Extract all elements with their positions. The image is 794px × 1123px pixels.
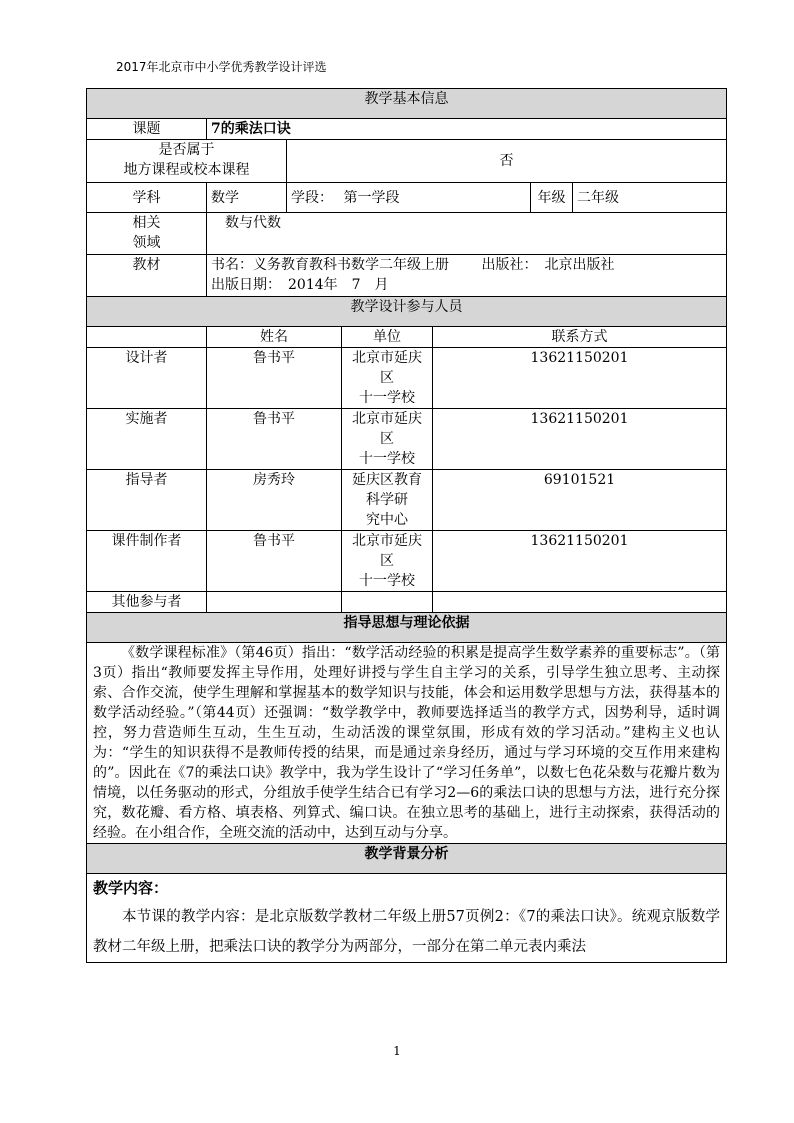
grade-label: 年级 (531, 183, 573, 213)
participant-contact: 13621150201 (433, 348, 727, 409)
stage-value: 第一学段 (343, 189, 400, 206)
textbook-publisher: 出版社： 北京出版社 (481, 257, 615, 273)
section-title-participants: 教学设计参与人员 (87, 297, 727, 327)
topic-label: 课题 (87, 119, 207, 140)
participant-row (87, 531, 727, 592)
stage-cell (287, 183, 531, 213)
participant-unit (342, 348, 433, 409)
domain-label-line2: 领域 (132, 235, 161, 251)
participant-unit-line1: 北京市延庆区 (352, 350, 422, 386)
textbook-date: 出版日期： 2014年 7 月 (211, 277, 389, 293)
grade-value: 二年级 (573, 183, 727, 213)
participant-role: 指导者 (87, 470, 207, 531)
subject-value: 数学 (207, 183, 287, 213)
participant-row-other (87, 592, 727, 613)
page-header: 2017年北京市中小学优秀教学设计评选 (116, 60, 327, 74)
participant-role: 课件制作者 (87, 531, 207, 592)
participants-corner (87, 327, 207, 348)
local-course-label-line2: 地方课程或校本课程 (123, 162, 250, 178)
participant-unit (342, 531, 433, 592)
topic-value: 7的乘法口诀 (207, 119, 727, 140)
domain-label (87, 213, 207, 255)
participant-name: 鲁书平 (207, 409, 342, 470)
participant-name: 鲁书平 (207, 531, 342, 592)
section-title-basic-info: 教学基本信息 (87, 89, 727, 119)
other-participants-unit (342, 592, 433, 613)
local-course-label-line1: 是否属于 (158, 142, 215, 158)
participant-unit-line1: 北京市延庆区 (352, 411, 422, 447)
lesson-design-form (86, 88, 726, 963)
local-course-value: 否 (287, 140, 727, 183)
col-header-contact: 联系方式 (433, 327, 727, 348)
participant-row (87, 470, 727, 531)
col-header-name: 姓名 (207, 327, 342, 348)
textbook-label: 教材 (87, 255, 207, 297)
domain-label-line1: 相关 (132, 215, 161, 231)
participant-unit (342, 470, 433, 531)
participant-unit-line1: 延庆区教育科学研 (352, 472, 422, 508)
participant-unit (342, 409, 433, 470)
participant-role: 实施者 (87, 409, 207, 470)
participant-name: 鲁书平 (207, 348, 342, 409)
background-content-label: 教学内容： (93, 879, 169, 897)
other-participants-label: 其他参与者 (87, 592, 207, 613)
section-title-guiding: 指导思想与理论依据 (87, 613, 727, 643)
form-table (86, 88, 727, 963)
textbook-line1 (211, 255, 722, 275)
textbook-value (207, 255, 727, 297)
participant-contact: 13621150201 (433, 409, 727, 470)
participant-unit-line2: 究中心 (366, 512, 408, 528)
participant-role: 设计者 (87, 348, 207, 409)
subject-label: 学科 (87, 183, 207, 213)
participant-unit-line1: 北京市延庆区 (352, 533, 422, 569)
background-text: 本节课的教学内容：是北京版数学教材二年级上册57页例2：《7的乘法口诀》。统观京版数学教材二年级上册，把乘法口诀的教学分为两部分，一部分在第二单元表内乘法 (93, 909, 721, 955)
local-course-label (87, 140, 287, 183)
page-number: 1 (393, 1044, 401, 1058)
participant-contact: 69101521 (433, 470, 727, 531)
other-participants-contact (433, 592, 727, 613)
guiding-text: 《数学课程标准》（第46页）指出：“数学活动经验的积累是提高学生数学素养的重要标志”。（第3页）指出“教师要发挥主导作用，处理好讲授与学生自主学习的关系，引导学生独立思考、主动探索、合作交流，使学生理解和掌握基本的数学知识与技能，体会和运用数学思想与方法，获得基本的数学活动经验。”（第44页）还强调：“数学教学中，教师要选择适当的教学方式，因势利导，适时调控，努力营造师生互动，生生互动，生动活泼的课堂氛围，形成有效的学习活动。”建构主义也认为：“学生的知识获得不是教师传授的结果，而是通过亲身经历，通过与学习环境的交互作用来建构的”。因此在《7的乘法口诀》教学中，我为学生设计了“学习任务单”，以数七色花朵数与花瓣片数为情境，以任务驱动的形式，分组放手使学生结合已有学习2—6的乘法口诀的思想与方法，进行充分探究，数花瓣、看方格、填表格、列算式、编口诀。在独立思考的基础上，进行主动探索，获得活动的经验。在小组合作，全班交流的活动中，达到互动与分享。 (87, 643, 727, 844)
participant-contact: 13621150201 (433, 531, 727, 592)
domain-value: 数与代数 (207, 213, 727, 255)
participant-row (87, 348, 727, 409)
col-header-unit: 单位 (342, 327, 433, 348)
stage-label: 学段： (291, 189, 333, 206)
participant-unit-line2: 十一学校 (359, 451, 415, 467)
participant-name: 房秀玲 (207, 470, 342, 531)
background-content (87, 874, 727, 963)
participant-unit-line2: 十一学校 (359, 573, 415, 589)
section-title-background: 教学背景分析 (87, 844, 727, 874)
other-participants-name (207, 592, 342, 613)
participant-row (87, 409, 727, 470)
textbook-book: 书名：义务教育教科书数学二年级上册 (211, 257, 449, 273)
participant-unit-line2: 十一学校 (359, 390, 415, 406)
